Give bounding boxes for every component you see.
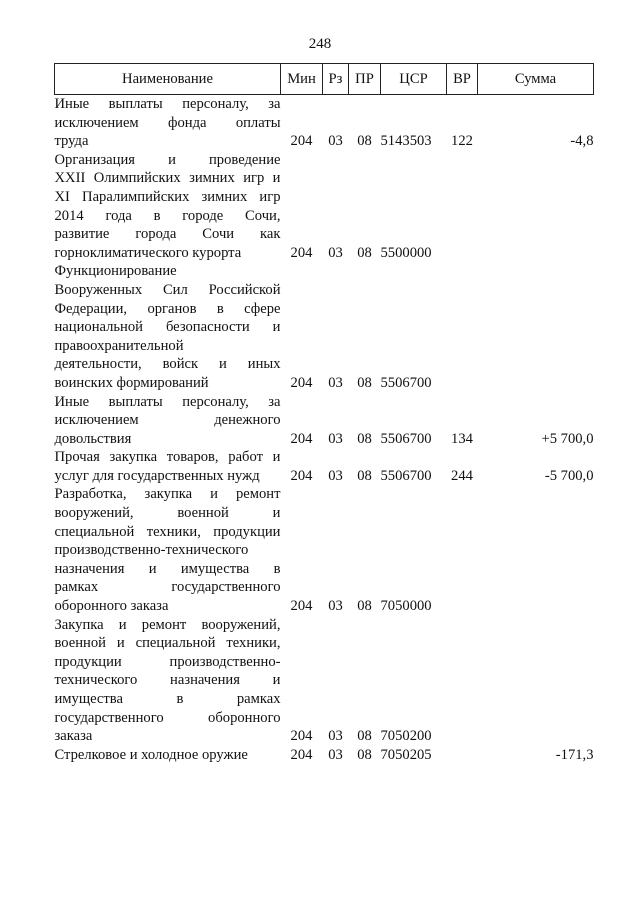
name-line: услуг для государственных нужд (54, 467, 260, 484)
row-pr: 08 (357, 430, 372, 447)
row-rz: 03 (328, 728, 343, 745)
row-vr: 134 (451, 430, 473, 447)
row-csr: 5143503 (380, 133, 432, 150)
row-rz: 03 (328, 244, 343, 261)
page-number: 248 (308, 36, 332, 52)
row-pr: 08 (357, 598, 372, 615)
name-line: специальной техники, продукции (54, 523, 281, 540)
header-sum: Сумма (478, 64, 594, 95)
row-csr: 7050205 (380, 746, 432, 763)
name-line: Стрелковое и холодное оружие (54, 746, 248, 763)
row-vr (447, 151, 478, 263)
name-line: продукции производственно- (54, 653, 281, 670)
row-min: 204 (290, 374, 313, 391)
row-min: 204 (290, 598, 313, 615)
row-csr: 7050000 (380, 598, 432, 615)
name-line: деятельности, войск и иных (54, 356, 281, 373)
name-line: заказа (54, 728, 93, 745)
row-csr: 5500000 (380, 244, 432, 261)
name-line: технического назначения и (54, 672, 281, 689)
row-rz: 03 (328, 430, 343, 447)
row-sum: -171,3 (555, 746, 594, 763)
name-line: горноклиматического курорта (54, 244, 242, 261)
row-csr: 5506700 (380, 374, 432, 391)
name-line: труда (54, 133, 89, 150)
row-pr: 08 (357, 133, 372, 150)
table-row (55, 262, 594, 392)
row-sum: -4,8 (570, 133, 594, 150)
header-vr: ВР (447, 64, 478, 95)
row-min: 204 (290, 244, 313, 261)
table-row (55, 95, 594, 151)
name-line: довольствия (54, 430, 132, 447)
row-pr: 08 (357, 244, 372, 261)
row-vr: 122 (451, 133, 473, 150)
row-name (55, 393, 281, 449)
row-name (55, 151, 281, 263)
row-rz: 03 (328, 467, 343, 484)
table-row (55, 448, 594, 485)
row-min: 204 (290, 728, 313, 745)
row-sum: -5 700,0 (544, 467, 594, 484)
name-line: Разработка, закупка и ремонт (54, 486, 281, 503)
row-name (55, 448, 281, 485)
table-header-row (55, 64, 594, 95)
row-name (55, 95, 281, 151)
name-line: оборонного заказа (54, 598, 169, 615)
name-line: воинских формирований (54, 374, 209, 391)
budget-table (54, 63, 594, 764)
name-line: национальной безопасности и (54, 319, 281, 336)
table-body (55, 95, 594, 765)
name-line: производственно-технического (54, 542, 249, 559)
name-line: Прочая закупка товаров, работ и (54, 449, 281, 466)
row-csr: 5506700 (380, 430, 432, 447)
row-sum (478, 262, 594, 392)
row-csr: 5506700 (380, 467, 432, 484)
row-sum: +5 700,0 (541, 430, 594, 447)
row-sum (478, 616, 594, 746)
header-csr: ЦСР (381, 64, 447, 95)
row-name (55, 485, 281, 615)
name-line: исключением денежного (54, 412, 281, 429)
row-pr: 08 (357, 746, 372, 763)
row-rz: 03 (328, 746, 343, 763)
name-line: исключением фонда оплаты (54, 114, 281, 131)
row-csr: 7050200 (380, 728, 432, 745)
table-row (55, 393, 594, 449)
name-line: XXII Олимпийских зимних игр и (54, 170, 281, 187)
name-line: правоохранительной (54, 337, 184, 354)
row-name (55, 262, 281, 392)
name-line: рамках государственного (54, 579, 281, 596)
name-line: Закупка и ремонт вооружений, (54, 616, 281, 633)
name-line: Вооруженных Сил Российской (54, 281, 281, 298)
row-sum (478, 485, 594, 615)
row-vr (447, 262, 478, 392)
name-line: Иные выплаты персоналу, за (54, 393, 281, 410)
row-pr: 08 (357, 467, 372, 484)
row-sum (478, 151, 594, 263)
name-line: Функционирование (54, 263, 177, 280)
row-min: 204 (290, 746, 313, 763)
row-pr: 08 (357, 728, 372, 745)
row-vr (447, 616, 478, 746)
row-name (55, 616, 281, 746)
row-vr (447, 485, 478, 615)
row-rz: 03 (328, 598, 343, 615)
row-pr: 08 (357, 374, 372, 391)
name-line: имущества в рамках (54, 691, 281, 707)
name-line: XI Паралимпийских зимних игр (54, 188, 281, 205)
header-min: Мин (281, 64, 323, 95)
table-row (55, 485, 594, 615)
name-line: вооружений, военной и (54, 505, 281, 522)
header-rz: Рз (323, 64, 349, 95)
name-line: Иные выплаты персоналу, за (54, 96, 281, 112)
row-min: 204 (290, 430, 313, 447)
name-line: Организация и проведение (54, 151, 281, 168)
table-row (55, 151, 594, 263)
row-vr: 244 (451, 467, 473, 484)
row-vr (447, 746, 478, 765)
name-line: государственного оборонного (54, 709, 281, 726)
name-line: развитие города Сочи как (54, 226, 281, 243)
row-min: 204 (290, 133, 313, 150)
table-row (55, 746, 594, 765)
row-name (55, 746, 281, 765)
name-line: военной и специальной техники, (54, 635, 281, 652)
header-name: Наименование (55, 64, 281, 95)
name-line: назначения и имущества в (54, 560, 281, 577)
name-line: 2014 года в городе Сочи, (54, 207, 281, 224)
row-rz: 03 (328, 133, 343, 150)
header-pr: ПР (349, 64, 381, 95)
row-min: 204 (290, 467, 313, 484)
name-line: Федерации, органов в сфере (54, 300, 281, 317)
row-rz: 03 (328, 374, 343, 391)
table-row (55, 616, 594, 746)
